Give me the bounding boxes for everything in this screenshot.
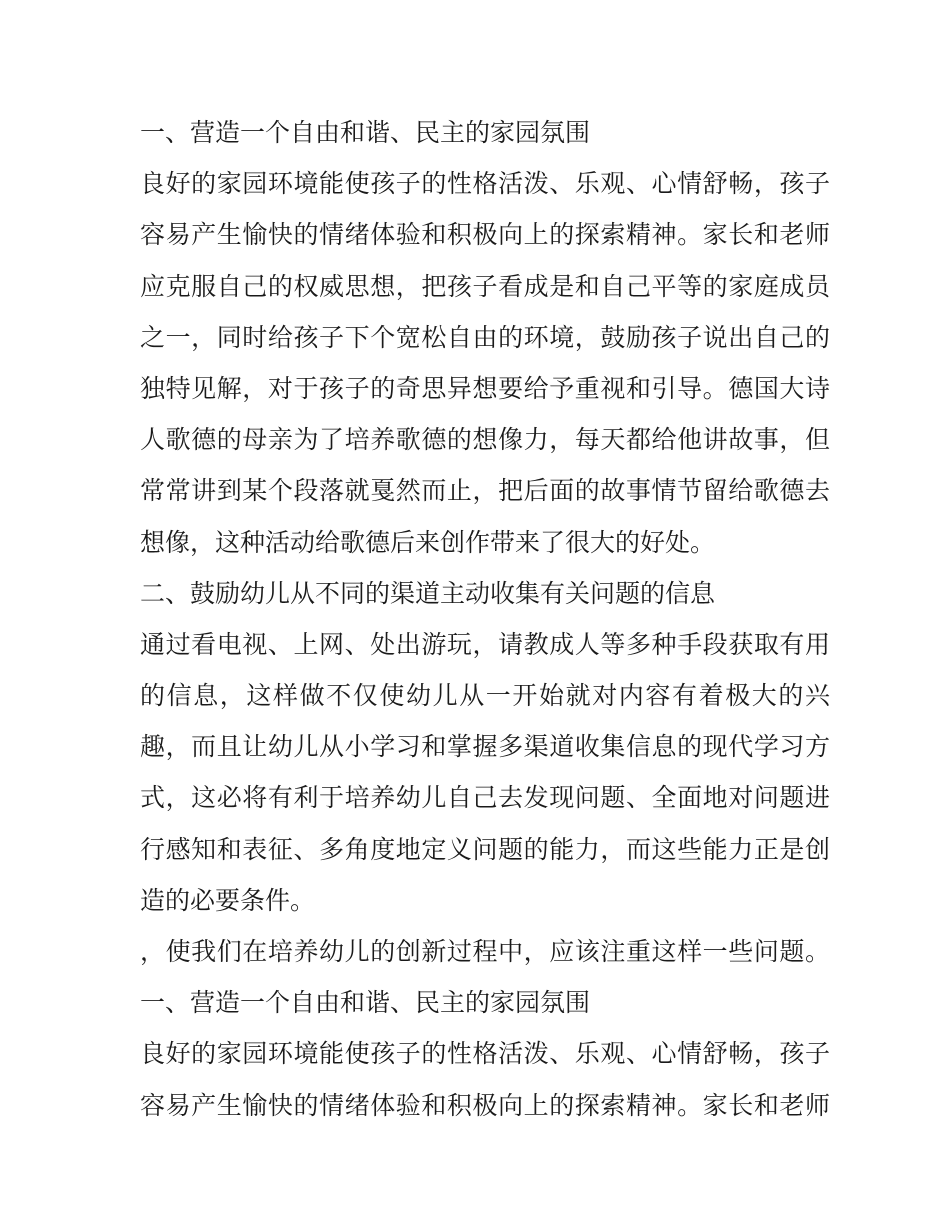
paragraph-line: 人歌德的母亲为了培养歌德的想像力，每天都给他讲故事，但	[140, 425, 830, 455]
paragraph-line: 式，这必将有利于培养幼儿自己去发现问题、全面地对问题进	[140, 783, 830, 813]
section-heading-1: 一、营造一个自由和谐、民主的家园氛围	[140, 118, 591, 147]
paragraph-line: 常常讲到某个段落就戛然而止，把后面的故事情节留给歌德去	[140, 476, 830, 506]
paragraph-line: 独特见解，对于孩子的奇思异想要给予重视和引导。德国大诗	[140, 373, 830, 403]
section-heading-1-repeat: 一、营造一个自由和谐、民主的家园氛围	[140, 988, 591, 1018]
paragraph-line: 之一，同时给孩子下个宽松自由的环境，鼓励孩子说出自己的	[140, 322, 830, 352]
paragraph-line: 想像，这种活动给歌德后来创作带来了很大的好处。	[140, 527, 716, 557]
paragraph-line: 造的必要条件。	[140, 885, 316, 915]
paragraph-line: 容易产生愉快的情绪体验和积极向上的探索精神。家长和老师	[140, 220, 830, 250]
paragraph-line: 良好的家园环境能使孩子的性格活泼、乐观、心情舒畅，孩子	[140, 169, 830, 199]
paragraph-line: 良好的家园环境能使孩子的性格活泼、乐观、心情舒畅，孩子	[140, 1039, 830, 1069]
paragraph-line: 趣，而且让幼儿从小学习和掌握多渠道收集信息的现代学习方	[140, 732, 830, 762]
paragraph-line: 的信息，这样做不仅使幼儿从一开始就对内容有着极大的兴	[140, 681, 830, 711]
paragraph-line: 应克服自己的权威思想，把孩子看成是和自己平等的家庭成员	[140, 271, 830, 301]
section-heading-2: 二、鼓励幼儿从不同的渠道主动收集有关问题的信息	[140, 578, 716, 608]
paragraph-line: ，使我们在培养幼儿的创新过程中，应该注重这样一些问题。	[140, 937, 830, 966]
document-body	[140, 107, 830, 1131]
paragraph-line: 通过看电视、上网、处出游玩，请教成人等多种手段获取有用	[140, 629, 830, 659]
paragraph-line: 容易产生愉快的情绪体验和积极向上的探索精神。家长和老师	[140, 1090, 830, 1120]
paragraph-line: 行感知和表征、多角度地定义问题的能力，而这些能力正是创	[140, 834, 830, 864]
